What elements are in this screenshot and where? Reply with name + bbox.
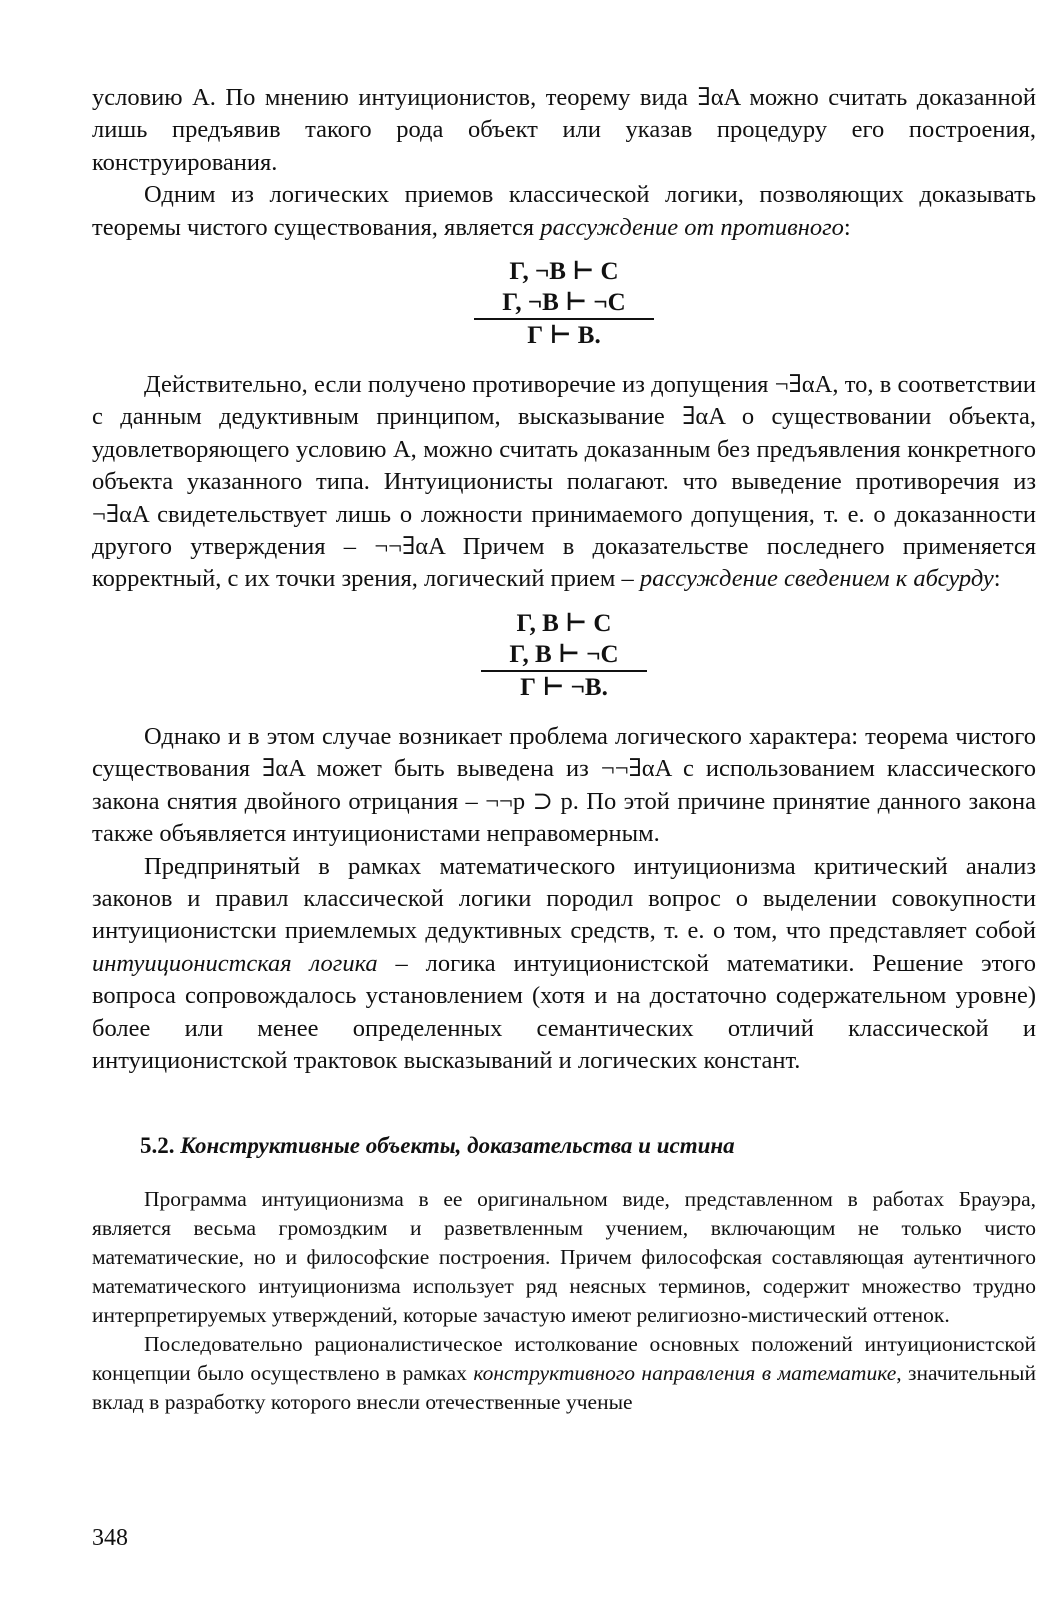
text-run: : bbox=[843, 213, 851, 241]
section-heading bbox=[140, 1133, 1036, 1159]
text-run: , значительный вклад в разработку которого внесли отечественные ученые bbox=[92, 1361, 1036, 1415]
paragraph-brouwer: Программа интуиционизма в ее оригинальном виде, представленном в работах Брауэра, является весьма громоздким и разветвленным учением, включающим не только чисто математические, но и философские построения. Причем философская составляющая аутентичного математического интуиционизма использует ряд неясных терминов, содержит множество трудно интерпретируемых утверждений, которые зачастую имеют религиозно-мистический оттенок. bbox=[92, 1187, 1036, 1328]
premise-2: Г, B ⊢ ¬C bbox=[481, 639, 646, 672]
paragraph-continuation: условию A. По мнению интуиционистов, теорему вида ∃αA можно считать доказанной лишь предъявив такого рода объект или указав процедуру его построения, конструирования. bbox=[92, 84, 1036, 176]
paragraph-intuitionist-logic bbox=[92, 851, 1036, 1078]
premise-1: Г, ¬B ⊢ C bbox=[509, 258, 619, 286]
term-reductio: рассуждение от противного bbox=[540, 213, 844, 241]
inference-rule-reductio bbox=[92, 256, 1036, 351]
premise-2: Г, ¬B ⊢ ¬C bbox=[474, 287, 653, 320]
section-title: Конструктивные объекты, доказательства и истина bbox=[180, 1133, 735, 1159]
text-run: : bbox=[993, 565, 1001, 593]
text-run: Последовательно рационалистическое истолкование основных положений интуиционистской концепции было осуществлено в рамках bbox=[92, 1332, 1036, 1386]
term-intuitionist-logic: интуиционистская логика bbox=[92, 949, 378, 977]
text-run: – логика интуиционистской математики. Решение этого вопроса сопровождалось установлением (хотя и на достаточно содержательном уровне) более или менее определенных семантических отличий классической и интуиционистской трактовок высказываний и логических констант. bbox=[92, 949, 1036, 1074]
page-number: 348 bbox=[92, 1525, 128, 1551]
paragraph-constructivism bbox=[92, 1330, 1036, 1417]
term-reductio-absurdum: рассуждение сведением к абсурду bbox=[639, 565, 994, 593]
text-run: Одним из логических приемов классической логики, позволяющих доказывать теоремы чистого существования, является bbox=[92, 181, 1036, 241]
premise-1: Г, B ⊢ C bbox=[516, 609, 612, 637]
conclusion: Г ⊢ ¬B. bbox=[520, 673, 608, 701]
page-body bbox=[92, 82, 1036, 1417]
text-run: Предпринятый в рамках математического интуиционизма критический анализ законов и правил классической логики породил вопрос о выделении совокупности интуиционистски приемлемых дедуктивных средств, т. е. о том, что представляет собой bbox=[92, 852, 1036, 945]
text-run: Действительно, если получено противоречие из допущения ¬∃αA, то, в соответствии с данным дедуктивным принципом, высказывание ∃αA о существовании объекта, удовлетворяющего условию A, можно считать доказанным без предъявления конкретного объекта указанного типа. Интуиционисты полагают. что выведение противоречия из ¬∃αA свидетельствует лишь о ложности принимаемого допущения, т. е. о доказанности другого утверждения – ¬¬∃αA Причем в доказательстве последнего применяется корректный, с их точки зрения, логический прием – bbox=[92, 371, 1036, 593]
term-constructive-direction: конструктивного направления в математике bbox=[473, 1361, 897, 1386]
paragraph-intuitionist-view bbox=[92, 369, 1036, 596]
conclusion: Г ⊢ B. bbox=[527, 322, 601, 350]
inference-rule-absurdum bbox=[92, 608, 1036, 703]
paragraph-double-negation: Однако и в этом случае возникает проблема логического характера: теорема чистого существования ∃αA может быть выведена из ¬¬∃αA с использованием классического закона снятия двойного отрицания – ¬¬p ⊃ p. По этой причине принятие данного закона также объявляется интуиционистами неправомерным. bbox=[92, 722, 1036, 848]
section-number: 5.2. bbox=[140, 1133, 175, 1159]
paragraph-reductio bbox=[92, 179, 1036, 244]
